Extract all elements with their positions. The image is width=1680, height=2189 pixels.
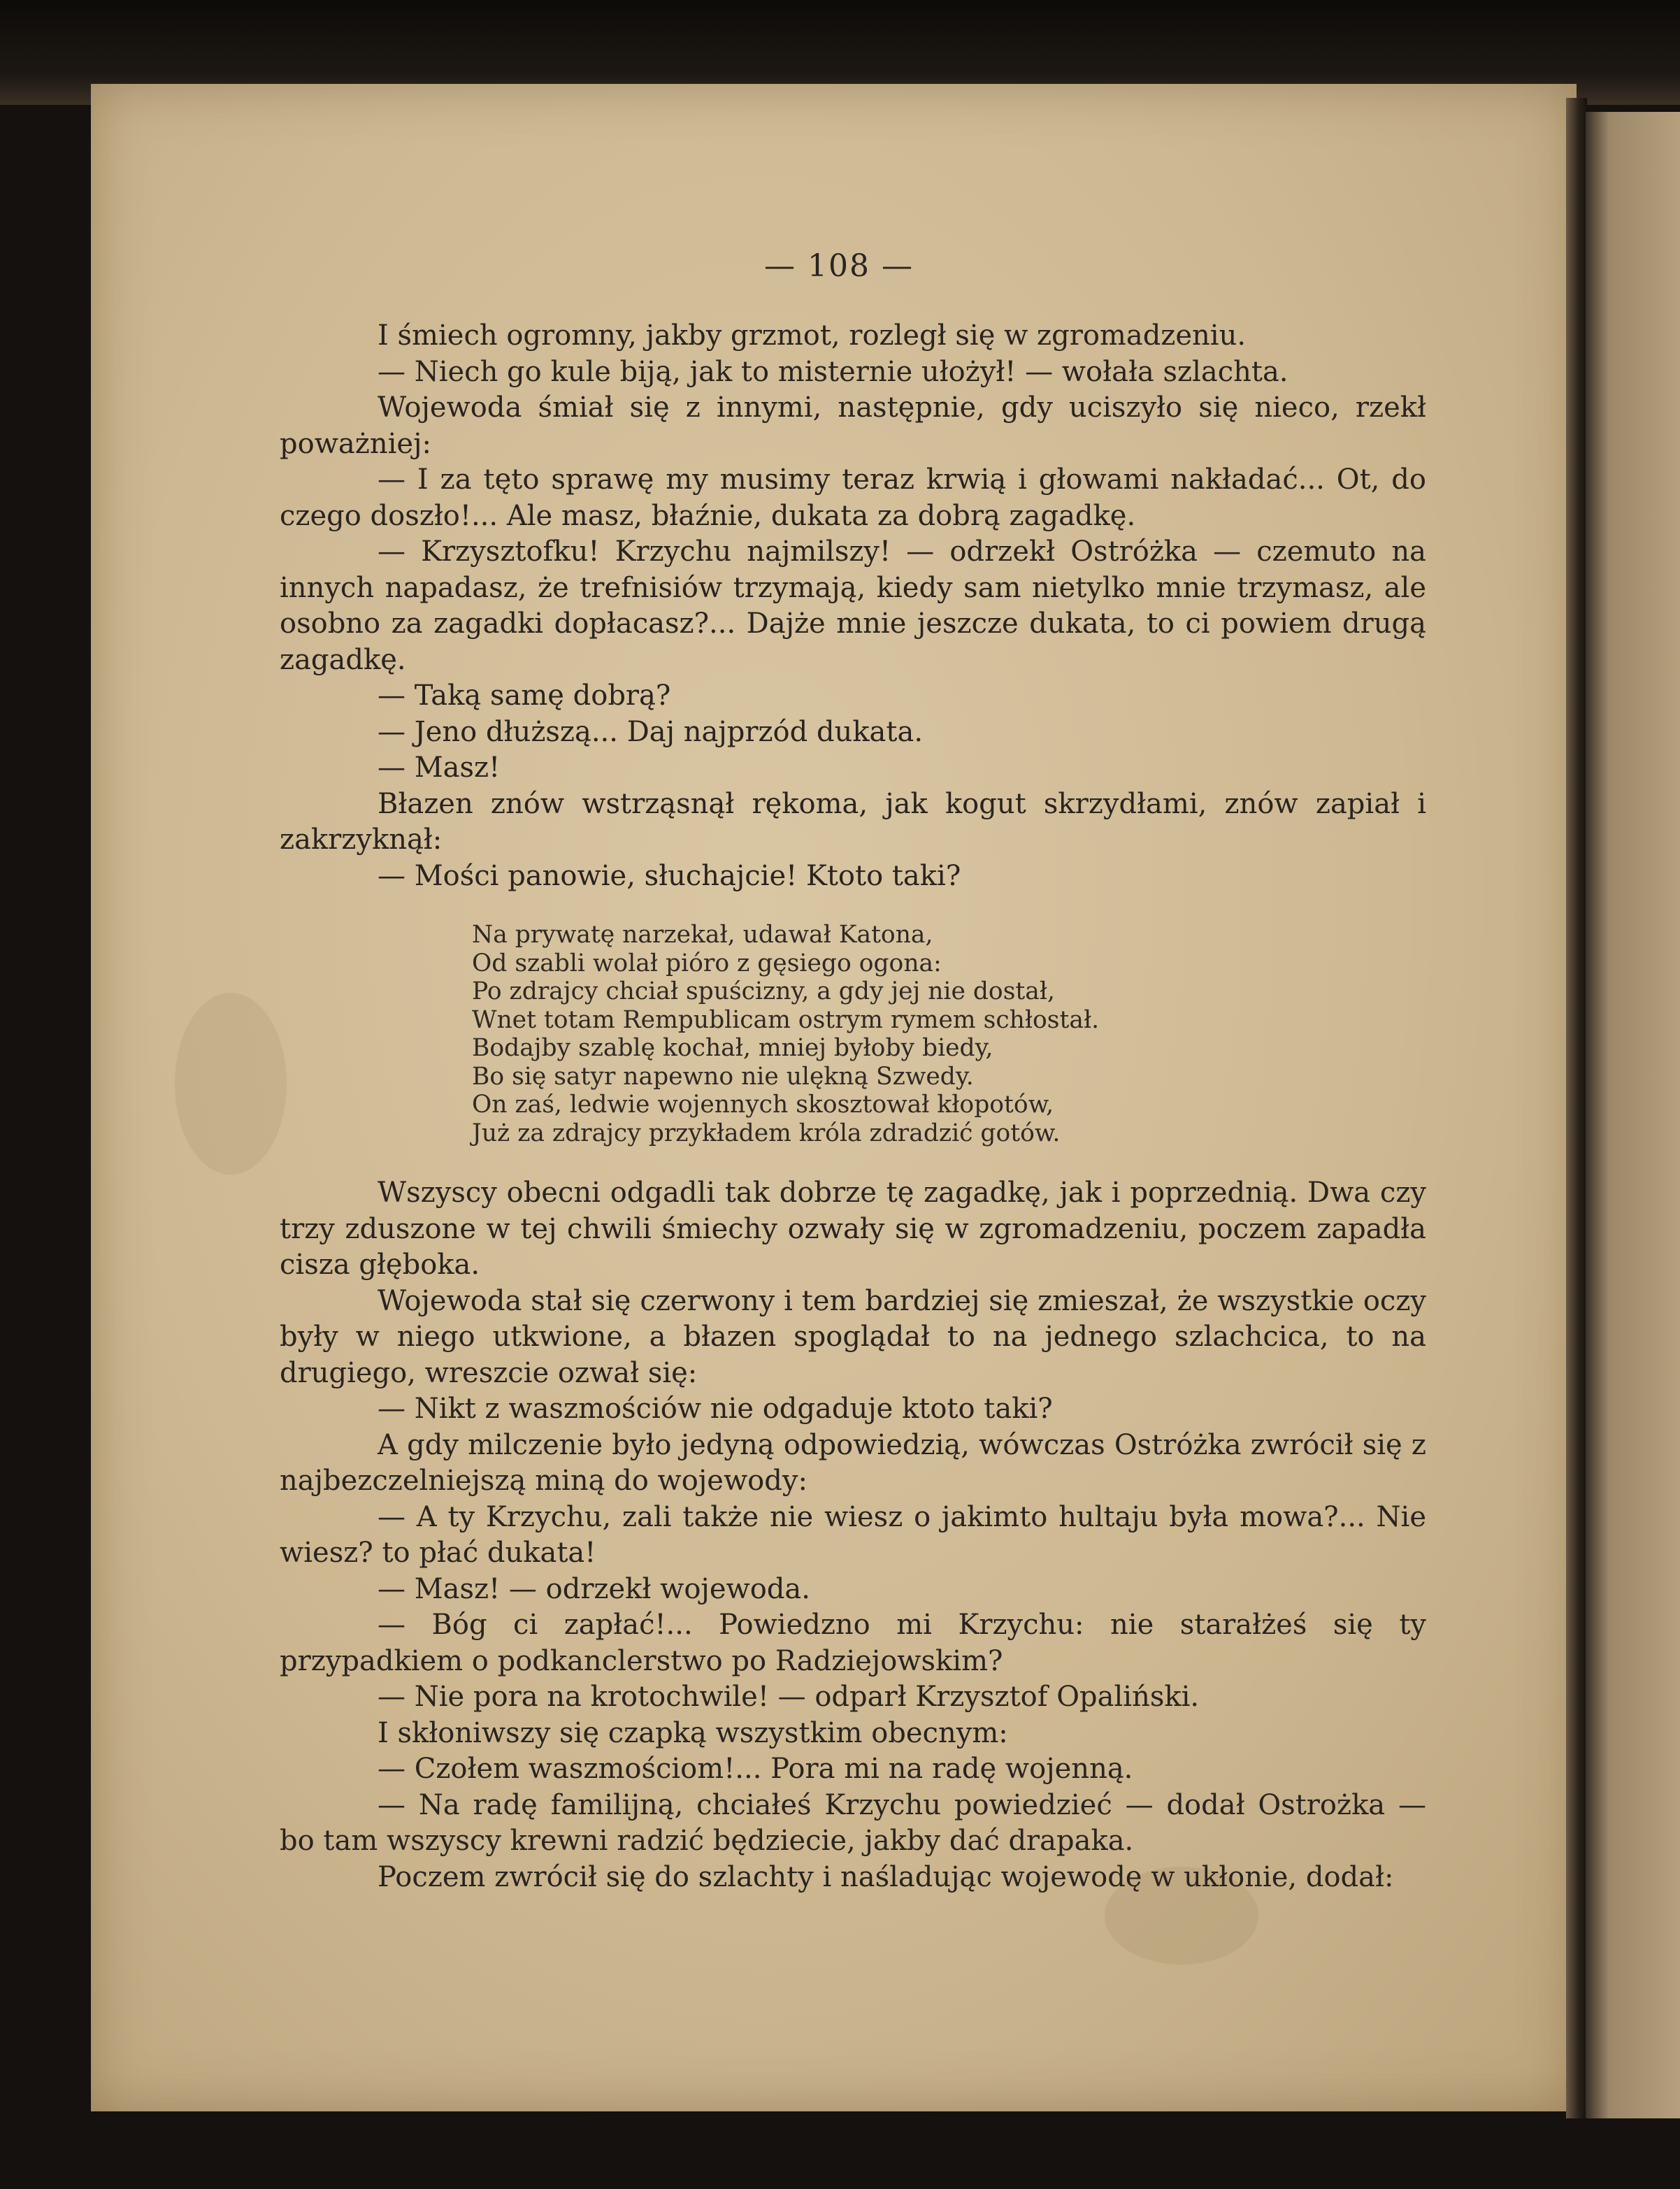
- poem-line: Po zdrajcy chciał spuścizny, a gdy jej nie dostał,: [472, 977, 1055, 1005]
- poem: [472, 921, 1426, 1147]
- paragraph: Wszyscy obecni odgadli tak dobrze tę zagadkę, jak i poprzednią. Dwa czy trzy zduszone w tej chwili śmiechy ozwały się w zgromadzeniu, poczem zapadła cisza głęboka.: [280, 1177, 1426, 1281]
- poem-line: Na prywatę narzekał, udawał Katona,: [472, 921, 933, 949]
- paragraph: — Na radę familijną, chciałeś Krzychu powiedzieć — dodał Ostrożka — bo tam wszyscy krewni radzić będziecie, jakby dać drapaka.: [280, 1788, 1426, 1857]
- paragraph: — Jeno dłuższą... Daj najprzód dukata.: [378, 715, 924, 748]
- page-text: [280, 318, 1426, 1895]
- paragraph: I skłoniwszy się czapką wszystkim obecnym:: [378, 1716, 1008, 1749]
- poem-line: On zaś, ledwie wojennych skosztował kłopotów,: [472, 1091, 1054, 1119]
- paragraph: — I za tęto sprawę my musimy teraz krwią i głowami nakładać... Ot, do czego doszło!... Ale masz, błaźnie, dukata za dobrą zagadkę.: [280, 464, 1426, 532]
- paragraph: — Nie pora na krotochwile! — odparł Krzysztof Opaliński.: [378, 1681, 1200, 1713]
- paragraph: Poczem zwrócił się do szlachty i naśladując wojewodę w ukłonie, dodał:: [378, 1860, 1394, 1893]
- paragraph: — Masz!: [378, 752, 501, 784]
- paragraph: I śmiech ogromny, jakby grzmot, rozległ się w zgromadzeniu.: [378, 320, 1247, 352]
- poem-line: Już za zdrajcy przykładem króla zdradzić gotów.: [472, 1119, 1061, 1147]
- paper-stain: [175, 993, 287, 1175]
- book-spine: [1566, 98, 1587, 2118]
- poem-line: Bodajby szablę kochał, mniej byłoby biedy,: [472, 1034, 993, 1062]
- paragraph: Wojewoda stał się czerwony i tem bardziej się zmieszał, że wszystkie oczy były w niego utkwione, a błazen spoglądał to na jednego szlachcica, to na drugiego, wreszcie ozwał się:: [280, 1284, 1426, 1389]
- paragraph: Błazen znów wstrząsnął rękoma, jak kogut skrzydłami, znów zapiał i zakrzyknął:: [280, 787, 1426, 856]
- paragraph: — Masz! — odrzekł wojewoda.: [378, 1572, 810, 1605]
- poem-line: Wnet totam Rempublicam ostrym rymem schłostał.: [472, 1005, 1100, 1034]
- paragraph: — A ty Krzychu, zali także nie wiesz o jakimto hultaju była mowa?... Nie wiesz? to płać dukata!: [280, 1500, 1426, 1569]
- paragraph: — Czołem waszmościom!... Pora mi na radę wojenną.: [378, 1753, 1133, 1785]
- poem-line: Od szabli wolał pióro z gęsiego ogona:: [472, 949, 942, 977]
- adjacent-page-edge: [1586, 112, 1680, 2118]
- paragraph: — Niech go kule biją, jak to misternie ułożył! — wołała szlachta.: [378, 355, 1288, 388]
- page-number: — 108 —: [764, 248, 914, 284]
- paragraph: — Mości panowie, słuchajcie! Ktoto taki?: [378, 859, 961, 892]
- paragraph: A gdy milczenie było jedyną odpowiedzią, wówczas Ostróżka zwrócił się z najbezczelniejszą miną do wojewody:: [280, 1428, 1426, 1497]
- paragraph: — Taką samę dobrą?: [378, 680, 671, 712]
- paragraph: — Nikt z waszmościów nie odgaduje ktoto taki?: [378, 1393, 1053, 1425]
- paragraph: Wojewoda śmiał się z innymi, następnie, gdy uciszyło się nieco, rzekł poważniej:: [280, 392, 1426, 460]
- paragraph: — Bóg ci zapłać!... Powiedzno mi Krzychu: nie starałżeś się ty przypadkiem o podkanclerstwo po Radziejowskim?: [280, 1609, 1426, 1677]
- paragraph: — Krzysztofku! Krzychu najmilszy! — odrzekł Ostróżka — czemuto na innych napadasz, że trefnisiów trzymają, kiedy sam nietylko mnie trzymasz, ale osobno za zagadki dopłacasz?... Dajże mnie jeszcze dukata, to ci powiem drugą zagadkę.: [280, 536, 1426, 676]
- poem-line: Bo się satyr napewno nie ulękną Szwedy.: [472, 1062, 974, 1091]
